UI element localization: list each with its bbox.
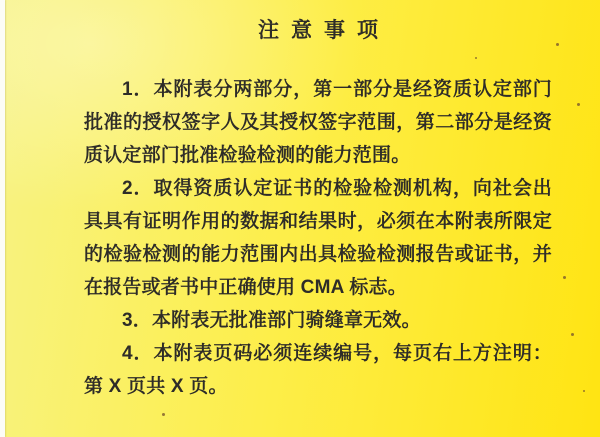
notice-item-1: 1．本附表分两部分，第一部分是经资质认定部门批准的授权签字人及其授权签字范围，第二部分是经资质认定部门批准检验检测的能力范围。 bbox=[84, 79, 552, 166]
scan-speck bbox=[571, 333, 574, 336]
scan-speck bbox=[577, 103, 580, 106]
notice-item-2: 2．取得资质认定证书的检验检测机构，向社会出具具有证明作用的数据和结果时，必须在本附表所限定的检验检测的能力范围内出具检验检测报告或证书，并在报告或者书中正确使用 CMA 标志。 bbox=[84, 178, 552, 298]
page-title: 注意事项 bbox=[258, 19, 390, 42]
page-edge-strip bbox=[0, 0, 5, 437]
notice-list bbox=[84, 73, 552, 403]
scan-speck bbox=[563, 276, 566, 279]
notice-item-4: 4．本附表页码必须连续编号，每页右上方注明：第 X 页共 X 页。 bbox=[84, 343, 552, 397]
scan-speck bbox=[556, 43, 559, 46]
notice-content bbox=[84, 14, 552, 403]
scan-speck bbox=[583, 390, 585, 392]
scan-speck bbox=[475, 57, 477, 59]
scan-speck bbox=[162, 413, 165, 416]
notice-item-3: 3．本附表无批准部门骑缝章无效。 bbox=[122, 310, 421, 331]
